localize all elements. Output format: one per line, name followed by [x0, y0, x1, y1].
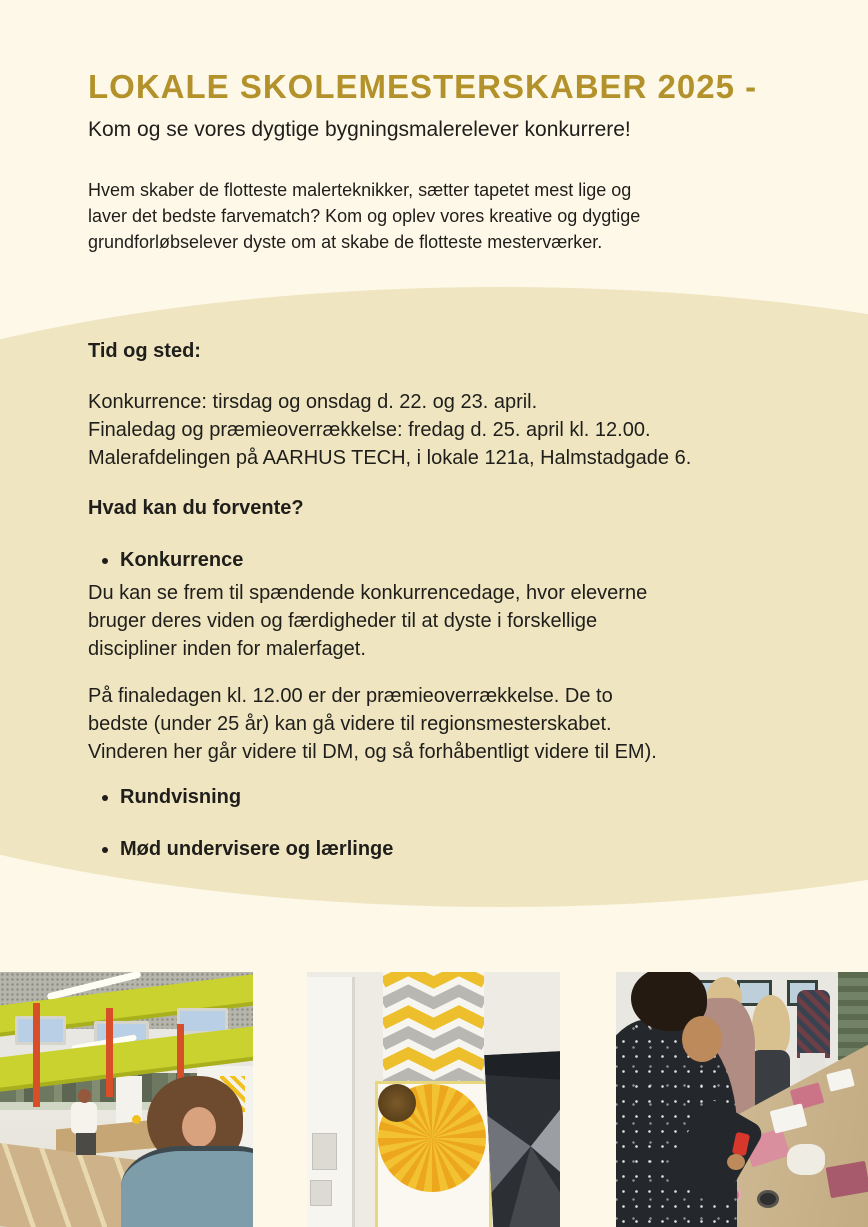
- student-foreground-hand: [727, 1154, 745, 1170]
- competition-line: bruger deres viden og færdigheder til at dyste i forskellige: [88, 610, 598, 632]
- student-plaid-shirt: [797, 990, 830, 1058]
- orange-strap: [106, 1008, 113, 1096]
- sunflower-icon: [378, 1084, 486, 1192]
- chevron-wallpaper: [383, 972, 484, 1086]
- competition-line: discipliner inden for malerfaget.: [88, 638, 366, 660]
- photo-students-painting: [616, 972, 868, 1227]
- student-foreground-shirt: [121, 1146, 253, 1227]
- bullet-item-tour: [88, 786, 241, 809]
- bullet-dot-icon: [102, 795, 108, 801]
- bullet-label: Rundvisning: [120, 786, 242, 808]
- sunflower-poster: [375, 1081, 491, 1227]
- bullet-item-meet: [88, 838, 393, 861]
- competition-line: Du kan se frem til spændende konkurrencedage, hvor eleverne: [88, 582, 648, 604]
- page-title: LOKALE SKOLEMESTERSKABER 2025 -: [88, 68, 758, 105]
- intro-line: Hvem skaber de flotteste malerteknikker, sætter tapetet mest lige og: [88, 180, 632, 200]
- student-legs: [76, 1133, 96, 1155]
- chevron-pattern-icon: [383, 972, 484, 1086]
- bullet-item-competition: [88, 549, 243, 572]
- time-place-heading: Tid og sted:: [88, 340, 201, 362]
- finale-line: Vinderen her går videre til DM, og så forhåbentligt videre til EM).: [88, 741, 657, 763]
- orange-strap: [33, 1003, 40, 1107]
- finale-line: bedste (under 25 år) kan gå videre til regionsmesterskabet.: [88, 713, 612, 735]
- skylight: [15, 1016, 66, 1045]
- page-subtitle: Kom og se vores dygtige bygningsmalerelever konkurrere!: [88, 118, 631, 141]
- schedule-line-competition: Konkurrence: tirsdag og onsdag d. 22. og 23. april.: [88, 391, 538, 413]
- intro-line: laver det bedste farvematch? Kom og oplev vores kreative og dygtige: [88, 206, 641, 226]
- competition-paragraph: [88, 579, 828, 663]
- photo-chevron-sunflower: [307, 972, 560, 1227]
- student-white-shirt: [71, 1102, 97, 1134]
- sunflower-core: [378, 1084, 416, 1122]
- photo-workshop-overview: [0, 972, 253, 1227]
- dark-geometric-panel: [484, 1051, 560, 1227]
- bullet-dot-icon: [102, 558, 108, 564]
- taped-paper: [310, 1180, 333, 1206]
- finale-line: På finaledagen kl. 12.00 er der præmieoverrækkelse. De to: [88, 685, 613, 707]
- schedule-line-location: Malerafdelingen på AARHUS TECH, i lokale 121a, Halmstadgade 6.: [88, 447, 692, 469]
- paint-bucket: [132, 1115, 141, 1124]
- schedule-line-finale: Finaledag og præmieoverrækkelse: fredag d. 25. april kl. 12.00.: [88, 419, 651, 441]
- taped-paper: [312, 1133, 337, 1169]
- white-rag: [787, 1144, 825, 1175]
- student-blonde-hair: [752, 995, 790, 1057]
- expect-heading: Hvad kan du forvente?: [88, 497, 304, 519]
- bullet-label: Mød undervisere og lærlinge: [120, 838, 394, 860]
- finale-paragraph: [88, 682, 828, 766]
- intro-paragraph: [88, 177, 828, 255]
- bullet-label: Konkurrence: [120, 549, 244, 571]
- student-foreground-face: [682, 1016, 722, 1062]
- schedule-block: [88, 388, 828, 472]
- bullet-dot-icon: [102, 847, 108, 853]
- intro-line: grundforløbselever dyste om at skabe de flotteste mesterværker.: [88, 232, 603, 252]
- green-rack: [838, 972, 868, 1060]
